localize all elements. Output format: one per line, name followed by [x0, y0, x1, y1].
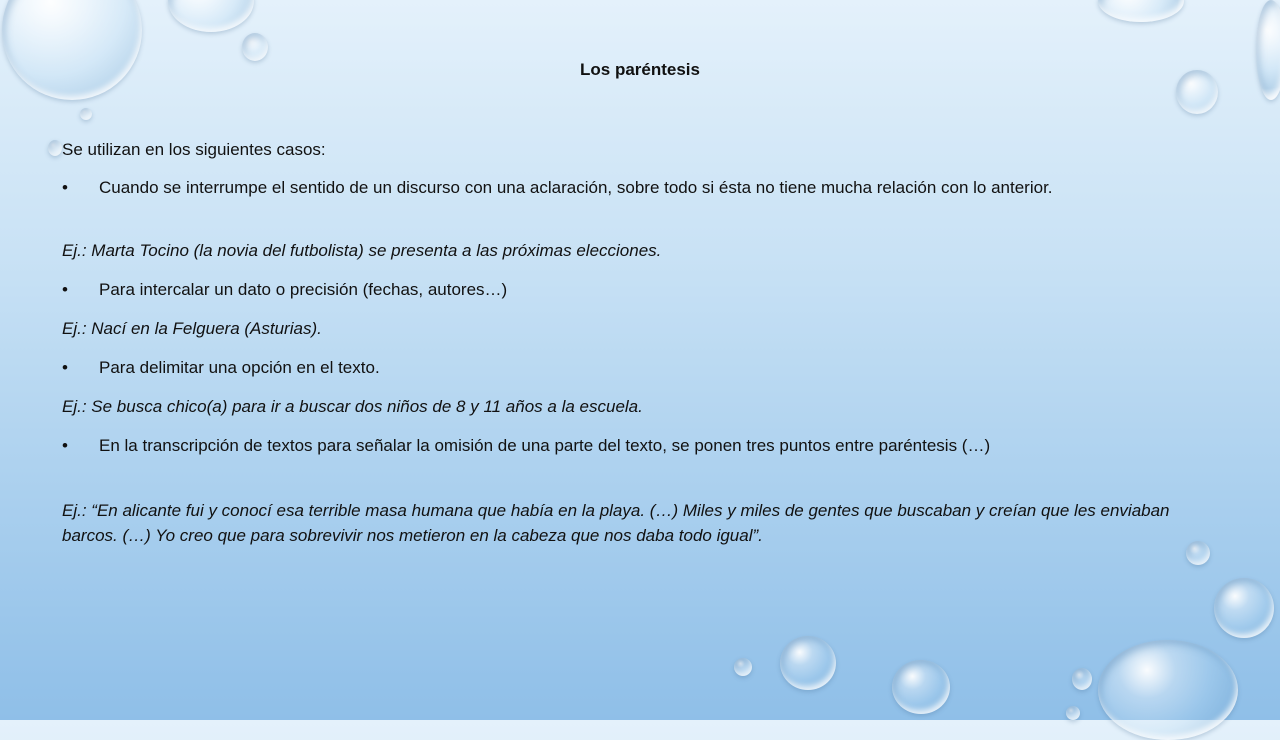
slide-title: Los paréntesis [580, 60, 700, 79]
example-text: Ej.: Se busca chico(a) para ir a buscar dos niños de 8 y 11 años a la escuela. [62, 397, 643, 416]
bullet-item [62, 175, 1202, 200]
bullet-text: En la transcripción de textos para señalar la omisión de una parte del texto, se ponen tres puntos entre paréntesis (…) [99, 436, 991, 455]
example-text: Ej.: Nací en la Felguera (Asturias). [62, 319, 322, 338]
bullet-icon: • [62, 280, 68, 299]
bullet-text: Cuando se interrumpe el sentido de un discurso con una aclaración, sobre todo si ésta no tiene mucha relación con lo anterior. [99, 178, 1053, 197]
bullet-text: Para delimitar una opción en el texto. [99, 358, 380, 377]
example-text: Ej.: “En alicante fui y conocí esa terrible masa humana que había en la playa. (…) Miles y miles de gentes que buscaban y creían que les enviaban barcos. (…) Yo creo que para sobrevivir nos metieron en la cabeza que nos daba todo igual”. [62, 501, 1170, 545]
bullet-icon: • [62, 358, 68, 377]
bullet-icon: • [62, 178, 68, 197]
intro-text: Se utilizan en los siguientes casos: [62, 140, 326, 159]
bullet-item [62, 433, 1202, 458]
bullet-item [62, 277, 1202, 302]
example-text: Ej.: Marta Tocino (la novia del futbolista) se presenta a las próximas elecciones. [62, 241, 662, 260]
bullet-item [62, 355, 1202, 380]
bullet-text: Para intercalar un dato o precisión (fechas, autores…) [99, 280, 508, 299]
bullet-icon: • [62, 436, 68, 455]
